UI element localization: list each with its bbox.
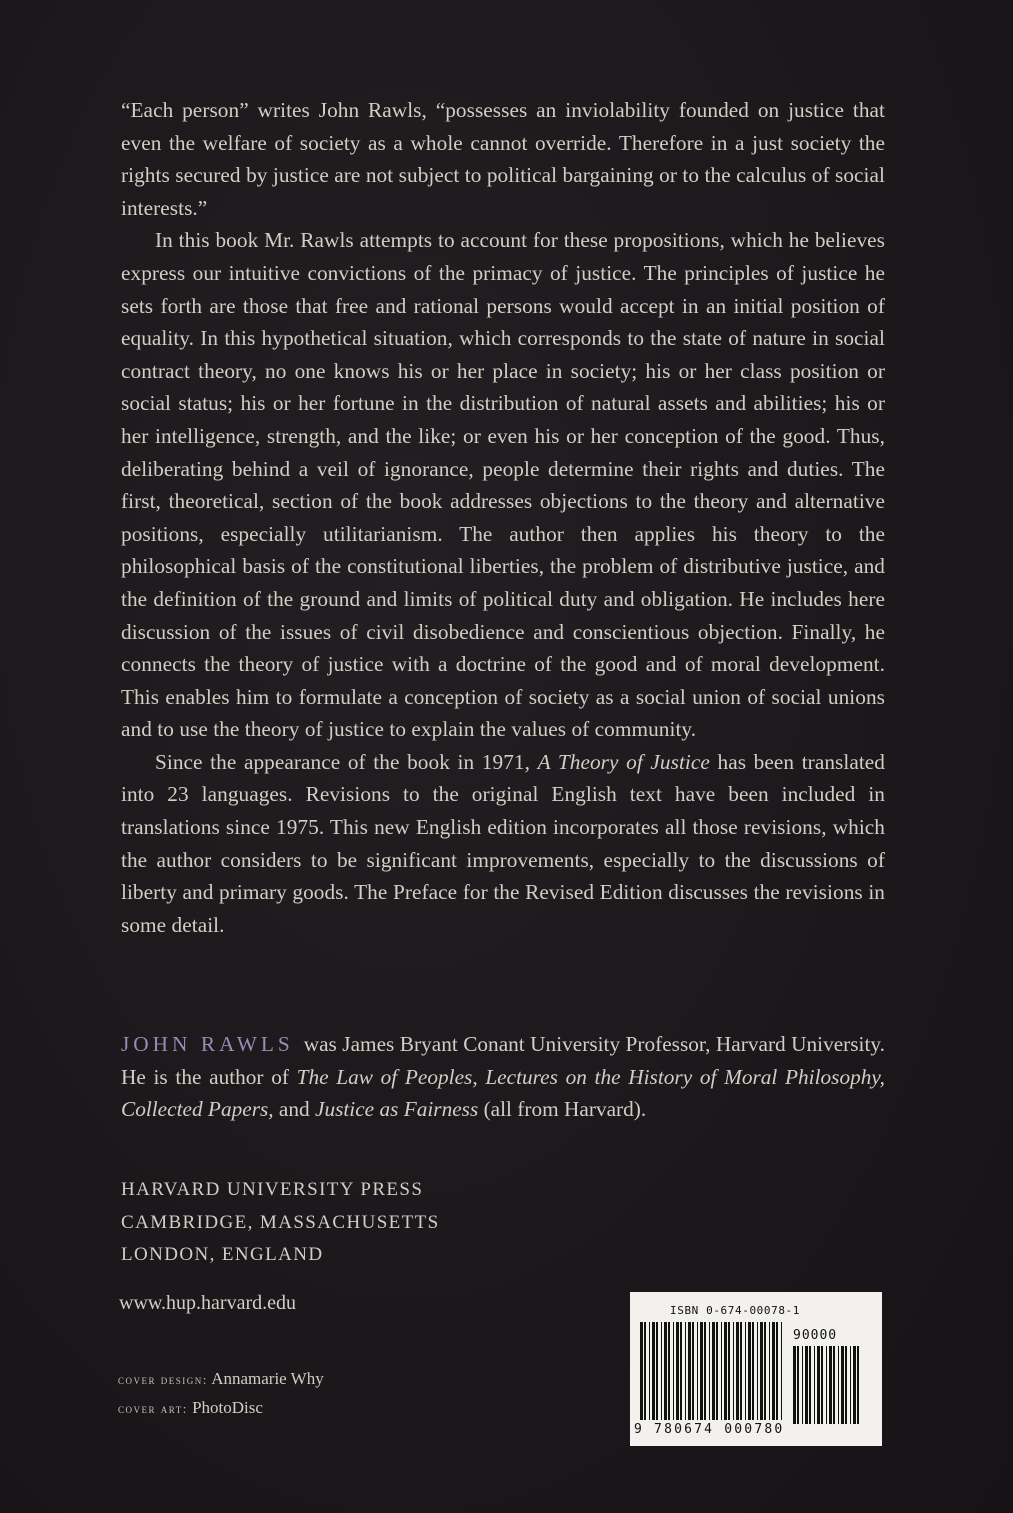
blurb-p3-end: has been translated into 23 languages. Revisions to the original English text have been included in translations since 1975. This new English edition incorporates all those revisions, which the author considers to be significant improvements, especially to the discussions of liberty and primary goods. The Preface for the Revised Edition discusses the revisions in some detail. bbox=[121, 749, 885, 937]
author-bio bbox=[121, 1028, 885, 1126]
price-addon-code: 90000 bbox=[793, 1328, 838, 1343]
bio-books-2: Justice as Fairness bbox=[315, 1097, 479, 1122]
blurb-paragraph-3 bbox=[121, 746, 885, 942]
ean-number: 9 780674 000780 bbox=[634, 1422, 785, 1437]
bio-books-1: The Law of Peoples, Lectures on the History of Moral Philosophy, Collected Papers, bbox=[121, 1064, 885, 1122]
cover-design-credit bbox=[118, 1365, 324, 1394]
blurb-text bbox=[121, 94, 885, 941]
isbn-label: ISBN 0-674-00078-1 bbox=[670, 1304, 801, 1317]
blurb-paragraph-1: “Each person” writes John Rawls, “possesses an inviolability founded on justice that even the welfare of society as a whole cannot override. Therefore in a just society the rights secured by justice are not subject to political bargaining or to the calculus of social interests.” bbox=[121, 98, 885, 220]
publisher-city: CAMBRIDGE, MASSACHUSETTS bbox=[121, 1211, 440, 1233]
blurb-p3-start: Since the appearance of the book in 1971, bbox=[155, 749, 538, 774]
publisher-url: www.hup.harvard.edu bbox=[119, 1292, 296, 1314]
cover-design-label: cover design: bbox=[118, 1372, 208, 1387]
cover-art-value: PhotoDisc bbox=[192, 1398, 263, 1417]
bio-text-1: was James Bryant Conant University Professor, Harvard University. He is the author of bbox=[121, 1032, 885, 1089]
bio-text-2: and bbox=[273, 1097, 315, 1122]
cover-art-credit bbox=[118, 1394, 324, 1423]
bio-text-3: (all from Harvard). bbox=[478, 1097, 647, 1122]
publisher-city-2: LONDON, ENGLAND bbox=[121, 1244, 324, 1265]
cover-credits bbox=[118, 1365, 324, 1423]
book-title-italic: A Theory of Justice bbox=[537, 749, 710, 774]
author-name: JOHN RAWLS bbox=[121, 1032, 294, 1056]
publisher-name: HARVARD UNIVERSITY PRESS bbox=[121, 1179, 424, 1200]
cover-design-value: Annamarie Why bbox=[211, 1369, 324, 1388]
isbn-barcode bbox=[630, 1292, 882, 1446]
blurb-paragraph-2: In this book Mr. Rawls attempts to account for these propositions, which he believes express our intuitive convictions of the primacy of justice. The principles of justice he sets forth are those that free and rational persons would accept in an initial position of equality. In this hypothetical situation, which corresponds to the state of nature in social contract theory, no one knows his or her place in society; his or her class position or social status; his or her fortune in the distribution of natural assets and abilities; his or her intelligence, strength, and the like; or even his or her conception of the good. Thus, deliberating behind a veil of ignorance, people determine their rights and duties. The first, theoretical, section of the book addresses objections to the theory and alternative positions, especially utilitarianism. The author then applies his theory to the philosophical basis of the constitutional liberties, the problem of distributive justice, and the definition of the ground and limits of political duty and obligation. He includes here discussion of the issues of civil disobedience and conscientious objection. Finally, he connects the theory of justice with a doctrine of the good and of moral development. This enables him to formulate a conception of society as a social union of social unions and to use the theory of justice to explain the values of community. bbox=[121, 228, 885, 742]
cover-art-label: cover art: bbox=[118, 1401, 188, 1416]
publisher-block bbox=[121, 1174, 440, 1272]
